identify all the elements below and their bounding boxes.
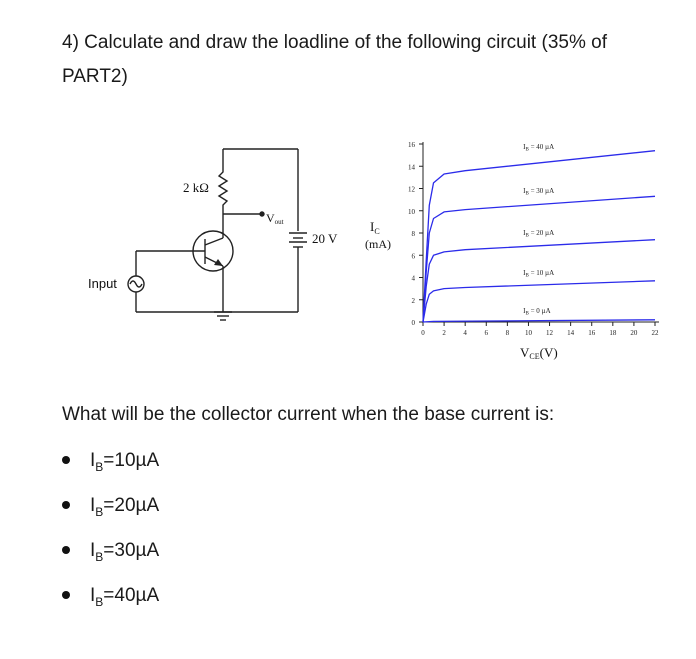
x-tick-label: 12 xyxy=(546,329,554,337)
circuit-diagram xyxy=(128,149,307,320)
question-text: 4) Calculate and draw the loadline of the following circuit (35% of PART2) xyxy=(62,32,607,87)
x-tick-label: 18 xyxy=(609,329,617,337)
input-label: Input xyxy=(88,276,117,291)
bullet-dot xyxy=(62,456,70,464)
y-tick-label: 6 xyxy=(411,252,415,261)
y-tick-label: 0 xyxy=(411,319,415,327)
x-tick-label: 2 xyxy=(442,329,446,337)
y-axis-label: $I_C$ xyxy=(370,219,380,236)
series-line xyxy=(423,196,655,322)
bullet-dot xyxy=(62,546,70,554)
x-tick-label: 10 xyxy=(524,329,532,337)
bullet-dot xyxy=(62,501,70,509)
resistor-label: 2 kΩ xyxy=(183,180,209,195)
series-line xyxy=(423,281,655,322)
supply-label: 20 V xyxy=(312,231,338,246)
y-tick-label: 12 xyxy=(408,185,415,194)
vout-label: Vout xyxy=(266,211,284,226)
x-tick-label: 20 xyxy=(630,329,638,337)
bullet-item: $I_B=30\mu A$ xyxy=(62,538,159,583)
series-label: $I_B = 10$ µA xyxy=(523,269,555,279)
resistor xyxy=(219,149,227,214)
x-tick-label: 4 xyxy=(463,329,467,337)
characteristic-chart xyxy=(408,141,659,337)
y-tick-label: 16 xyxy=(408,141,415,149)
x-tick-label: 14 xyxy=(567,329,575,337)
y-tick-label: 4 xyxy=(411,274,415,283)
x-tick-label: 16 xyxy=(588,329,596,337)
series-label: $I_B = 40$ µA xyxy=(523,142,555,153)
y-tick-label: 14 xyxy=(408,163,415,172)
bullet-item: $I_B=20\mu A$ xyxy=(62,493,159,538)
bullet-item: $I_B=40\mu A$ xyxy=(62,583,159,628)
x-tick-label: 0 xyxy=(421,329,425,337)
bullet-list xyxy=(62,448,159,628)
y-tick-label: 8 xyxy=(411,230,415,238)
bullet-item: $I_B=10\mu A$ xyxy=(62,448,159,493)
bullet-dot xyxy=(62,591,70,599)
prompt-text: What will be the collector current when the base current is: xyxy=(62,404,555,425)
x-tick-label: 22 xyxy=(651,329,659,337)
y-tick-label: 2 xyxy=(411,296,415,305)
series-label: $I_B = 30$ µA xyxy=(523,187,555,197)
series-label: $I_B = 20$ µA xyxy=(523,229,555,239)
y-axis-unit: (mA) xyxy=(365,237,391,251)
x-tick-label: 8 xyxy=(505,329,510,337)
series-label: $I_B = 0$ µA xyxy=(523,306,551,317)
x-tick-label: 6 xyxy=(484,329,489,337)
y-tick-label: 10 xyxy=(408,207,415,216)
x-axis-label: VCE(V) xyxy=(520,345,558,361)
